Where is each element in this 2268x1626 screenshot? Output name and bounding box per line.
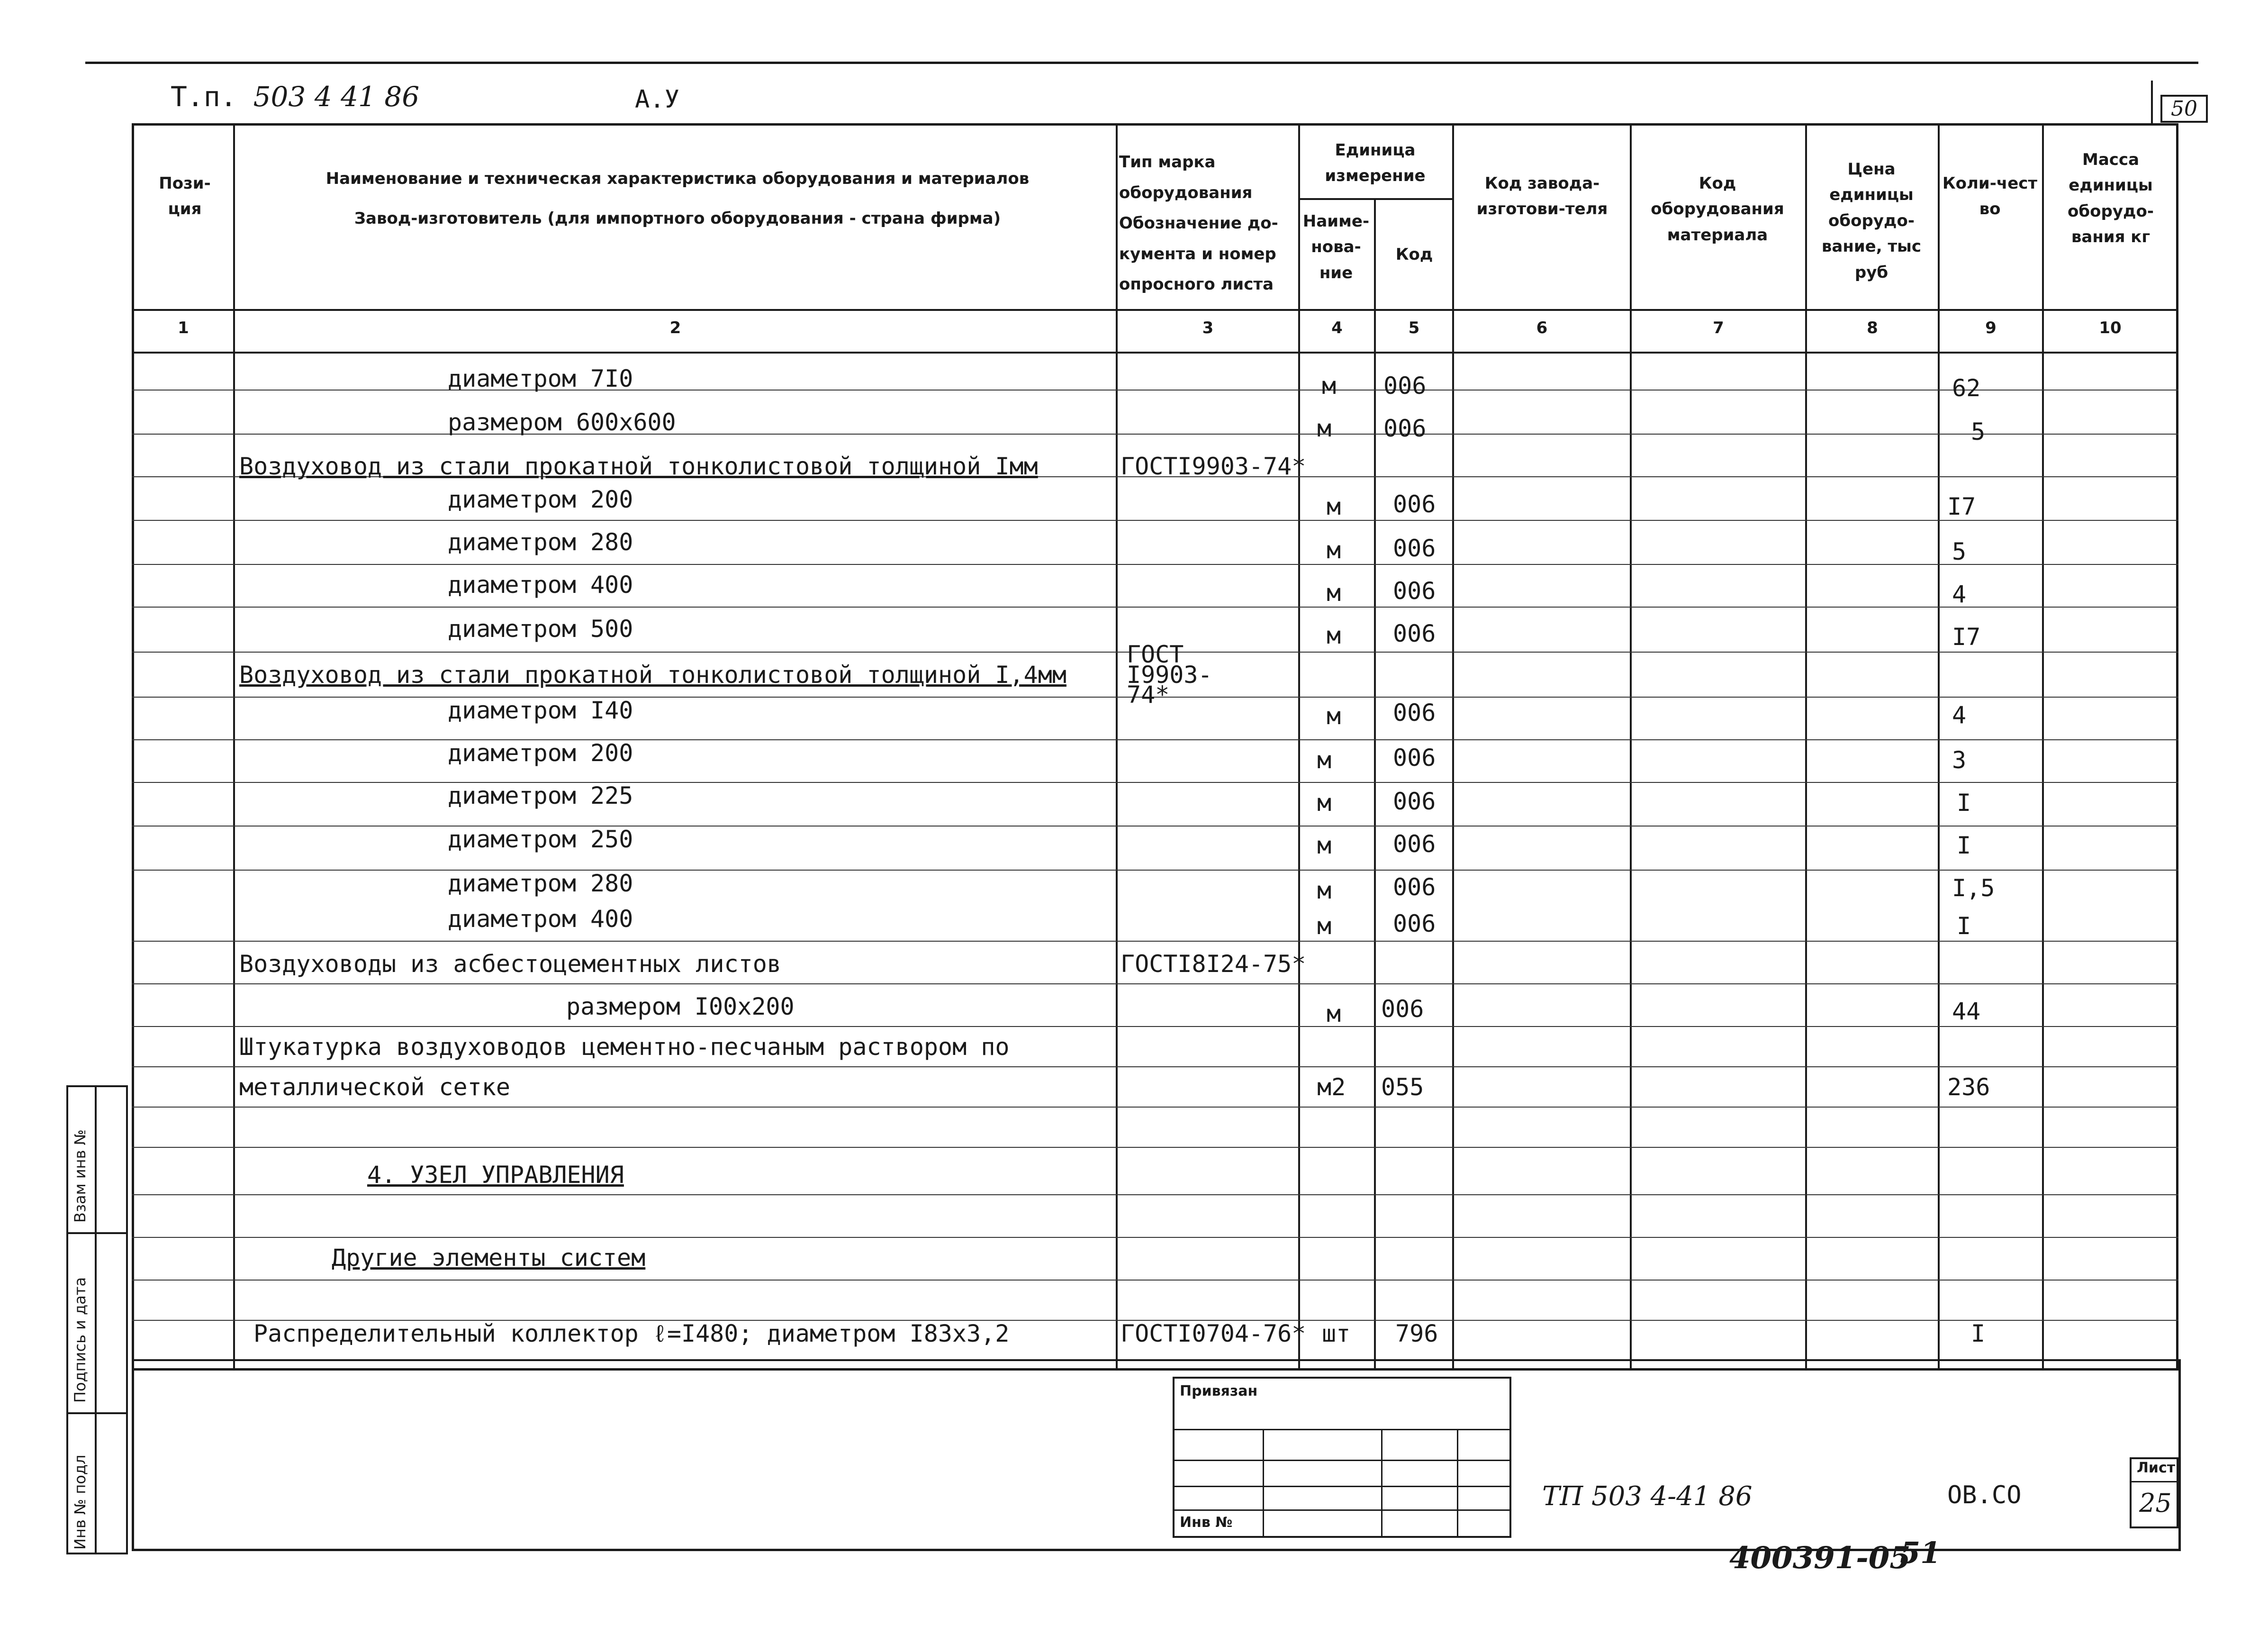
- archive-number: 400391-05: [1729, 1540, 1911, 1576]
- project-section: А.У: [635, 85, 679, 114]
- row-qty: I: [1957, 832, 1971, 859]
- row-name: диаметром I40: [448, 697, 633, 724]
- stamp-line: [1173, 1429, 1511, 1430]
- row-code: 006: [1393, 873, 1436, 901]
- column-number-line: [132, 352, 2178, 354]
- row-code: 006: [1381, 995, 1424, 1023]
- row-name: диаметром 250: [448, 826, 633, 853]
- sheet-box-divider: [2130, 1481, 2178, 1482]
- column-number: 7: [1713, 318, 1724, 337]
- row-code: 055: [1381, 1073, 1424, 1101]
- row-unit: м: [1327, 536, 1341, 564]
- header-price: Цена единицы оборудо-вание, тыс руб: [1821, 160, 1922, 282]
- column-number: 10: [2099, 318, 2122, 337]
- row-qty: I7: [1947, 493, 1976, 520]
- column-number: 1: [178, 318, 189, 337]
- row-code: 006: [1393, 620, 1436, 647]
- row-unit: м: [1317, 877, 1332, 904]
- stamp-vline: [1381, 1429, 1382, 1538]
- row-name: диаметром 200: [448, 486, 633, 513]
- row-unit: м: [1317, 832, 1332, 859]
- row-name: металлической сетке: [239, 1073, 510, 1101]
- row-name: Распределительный коллектор ℓ=I480; диаметром I83х3,2: [253, 1320, 1010, 1347]
- row-unit: м: [1327, 493, 1341, 520]
- row-code: 006: [1383, 372, 1427, 400]
- column-number: 3: [1202, 318, 1214, 337]
- row-qty: I: [1957, 912, 1971, 940]
- row-code: 006: [1393, 535, 1436, 562]
- row-line: [132, 520, 2178, 521]
- row-qty: 5: [1952, 538, 1967, 565]
- page-number-top: 50: [2160, 95, 2208, 123]
- header-bottom-line: [132, 309, 2178, 311]
- column-number: 2: [669, 318, 681, 337]
- section-heading: 4. УЗЕЛ УПРАВЛЕНИЯ: [367, 1161, 624, 1189]
- document-suffix: ОВ.СО: [1947, 1481, 2022, 1509]
- row-code: 006: [1393, 744, 1436, 772]
- column-number: 8: [1867, 318, 1878, 337]
- row-name: диаметром 400: [448, 571, 633, 599]
- row-name: диаметром 280: [448, 870, 633, 897]
- side-stamp-divider: [66, 1232, 128, 1234]
- row-qty: 44: [1952, 998, 1981, 1025]
- row-qty: I: [1957, 789, 1971, 817]
- header-type: Тип марка оборудования Обозначение до- кумента и номер опросного листа: [1119, 153, 1278, 294]
- row-line: [132, 1026, 2178, 1027]
- row-name: Воздуховод из стали прокатной тонколистовой толщиной I,4мм: [239, 661, 1066, 689]
- row-unit: шт: [1322, 1320, 1351, 1347]
- attachment-stamp: [1173, 1377, 1511, 1538]
- row-line: [132, 983, 2178, 984]
- row-name: диаметром 7I0: [448, 365, 633, 392]
- row-line: [132, 1194, 2178, 1195]
- row-line: [132, 782, 2178, 783]
- row-name: размером 600х600: [448, 409, 676, 436]
- row-qty: I,5: [1952, 874, 1995, 902]
- stamp-line: [1173, 1460, 1511, 1461]
- top-border-line: [85, 62, 2198, 64]
- side-label-replacement-inv: Взам инв №: [71, 1129, 89, 1223]
- row-line: [132, 607, 2178, 608]
- row-unit: м: [1327, 579, 1341, 607]
- sheet-number: 25: [2139, 1488, 2172, 1518]
- row-unit: м: [1327, 622, 1341, 649]
- project-ref-prefix: Т.п.: [171, 81, 237, 113]
- row-code: 796: [1395, 1320, 1438, 1347]
- sheet-label: Лист: [2137, 1460, 2176, 1476]
- row-qty: 62: [1952, 374, 1981, 402]
- stamp-line: [1173, 1509, 1511, 1511]
- row-line: [132, 1147, 2178, 1148]
- column-number: 5: [1408, 318, 1420, 337]
- row-name: Воздуховоды из асбестоцементных листов: [239, 950, 781, 978]
- column-number: 4: [1331, 318, 1343, 337]
- row-unit: м: [1327, 702, 1341, 730]
- row-name: диаметром 280: [448, 528, 633, 556]
- row-line: [132, 1280, 2178, 1281]
- left-frame-line: [132, 1359, 134, 1551]
- row-name: Штукатурка воздуховодов цементно-песчаным раствором по: [239, 1033, 1010, 1061]
- row-unit: м: [1322, 372, 1337, 400]
- row-qty: 3: [1952, 746, 1967, 774]
- row-code: 006: [1393, 491, 1436, 518]
- side-label-original-inv: Инв № подл: [71, 1454, 89, 1550]
- row-code: 006: [1393, 577, 1436, 605]
- row-unit: м: [1317, 415, 1332, 442]
- row-doc: ГОСТI9903-74*: [1120, 453, 1306, 480]
- row-line: [132, 1237, 2178, 1238]
- row-doc: ГОСТI8I24-75*: [1120, 950, 1306, 978]
- subsection-heading: Другие элементы систем: [332, 1244, 646, 1272]
- inventory-number-label: Инв №: [1180, 1514, 1233, 1531]
- right-frame-line: [2178, 1359, 2181, 1551]
- column-number: 6: [1536, 318, 1548, 337]
- row-line: [132, 870, 2178, 871]
- header-unit-group: Единица измерение: [1325, 141, 1426, 186]
- row-name: диаметром 200: [448, 739, 633, 767]
- row-line: [132, 941, 2178, 942]
- row-code: 006: [1383, 415, 1427, 442]
- stamp-vline: [1457, 1429, 1458, 1538]
- top-right-border: [2151, 81, 2153, 123]
- row-doc: ГОСТI0704-76*: [1120, 1320, 1306, 1347]
- project-ref-number: 503 4 41 86: [253, 81, 420, 113]
- attachment-label: Привязан: [1180, 1383, 1258, 1399]
- header-unit-code: Код: [1395, 245, 1433, 264]
- row-qty: 236: [1947, 1073, 1990, 1101]
- row-unit: м: [1327, 1000, 1341, 1027]
- row-name: диаметром 225: [448, 782, 633, 809]
- row-code: 006: [1393, 699, 1436, 727]
- row-code: 006: [1393, 830, 1436, 858]
- header-unit-name: Наиме-нова-ние: [1302, 212, 1370, 282]
- header-equipment-code: Код оборудования материала: [1651, 174, 1784, 245]
- document-code: ТП 503 4-41 86: [1542, 1481, 1753, 1512]
- row-code: 006: [1393, 788, 1436, 815]
- row-qty: I7: [1952, 623, 1981, 651]
- row-name: размером I00х200: [566, 993, 795, 1020]
- row-name: диаметром 400: [448, 905, 633, 933]
- row-name: Воздуховод из стали прокатной тонколистовой толщиной Iмм: [239, 453, 1038, 480]
- row-line: [132, 826, 2178, 827]
- row-qty: I: [1971, 1320, 1986, 1347]
- row-line: [132, 390, 2178, 391]
- row-unit: м: [1317, 789, 1332, 817]
- stamp-vline: [1263, 1429, 1264, 1538]
- row-name: диаметром 500: [448, 615, 633, 643]
- row-qty: 4: [1952, 581, 1967, 608]
- side-stamp-inner-line: [95, 1085, 97, 1554]
- row-qty: 5: [1971, 418, 1986, 445]
- row-unit: м: [1317, 912, 1332, 940]
- header-name: Наименование и техническая характеристика оборудования и материалов Завод-изготовитель (для импортного оборудования - страна фирма): [325, 169, 1030, 228]
- side-label-signature-date: Подпись и дата: [71, 1277, 89, 1403]
- row-unit: м: [1317, 746, 1332, 774]
- row-line: [132, 1107, 2178, 1108]
- header-mass: Масса единицы оборудо-вания кг: [2068, 150, 2154, 247]
- row-doc: ГОСТ I9903-74*: [1127, 641, 1212, 709]
- row-code: 006: [1393, 910, 1436, 937]
- header-position: Пози- ция: [159, 174, 211, 219]
- table-body-bottom: [132, 1359, 2178, 1361]
- side-stamp-divider: [66, 1412, 128, 1414]
- row-line: [132, 739, 2178, 740]
- row-line: [132, 1066, 2178, 1067]
- stamp-line: [1173, 1486, 1511, 1487]
- archive-page: 51: [1900, 1535, 1941, 1570]
- header-quantity: Коли-чест во: [1942, 174, 2038, 219]
- header-manufacturer-code: Код завода-изготови-теля: [1476, 174, 1608, 219]
- column-number: 9: [1985, 318, 1997, 337]
- row-unit: м2: [1317, 1073, 1346, 1101]
- row-line: [132, 434, 2178, 435]
- unit-group-divider: [1298, 198, 1452, 200]
- row-line: [132, 564, 2178, 565]
- project-reference: [171, 81, 419, 113]
- row-qty: 4: [1952, 701, 1967, 729]
